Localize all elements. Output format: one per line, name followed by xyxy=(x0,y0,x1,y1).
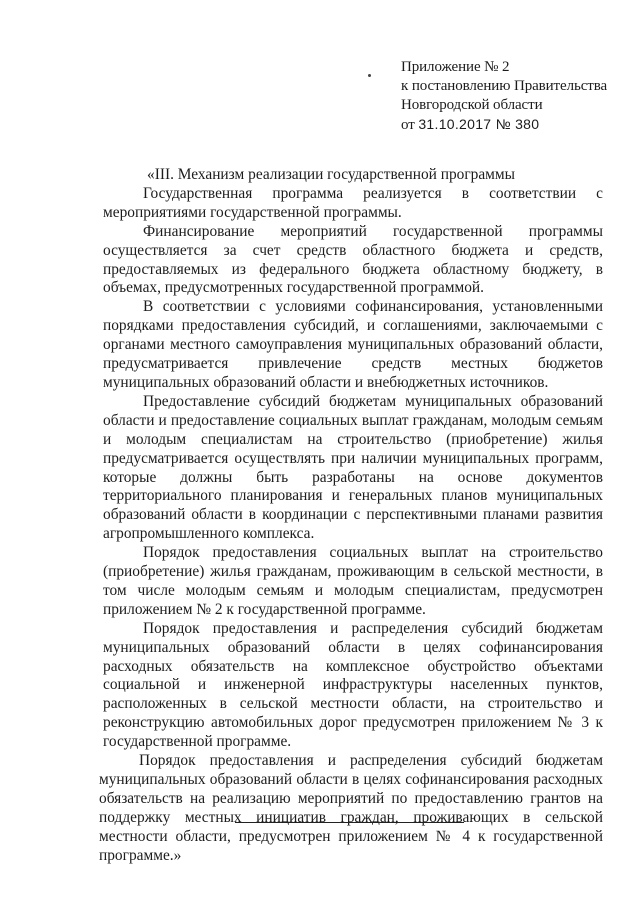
appendix-date-line xyxy=(401,115,631,135)
closing-divider xyxy=(235,822,464,823)
paragraph-6: Порядок предоставления и распределения субсидий бюджетам муниципальных образований области в целях софинансирования расходных обязательств на комплексное обустройство объектами социальной и инженерной инфраструктуры населенных пунктов, расположенных в сельской местности области, на строительство и реконструкцию автомобильных дорог предусмотрен приложением № 3 к государственной программе. xyxy=(103,619,603,751)
appendix-reference: к постановлению Правительства xyxy=(401,78,608,94)
appendix-date-prefix: от xyxy=(401,117,415,133)
paragraph-5: Порядок предоставления социальных выплат на строительство (приобретение) жилья гражданам, проживающим в сельской местности, в том числе молодым семьям и молодым специалистам, предусмотрен приложением № 2 к государственной программе. xyxy=(103,544,603,618)
document-body xyxy=(99,166,603,866)
paragraph-7: Порядок предоставления и распределения субсидий бюджетам муниципальных образований области в целях софинансирования расходных обязательств на реализацию мероприятий по предоставлению грантов на поддержку местных инициатив граждан, проживающих в сельской местности области, предусмотрен приложением № 4 к государственной программе.» xyxy=(99,752,603,864)
appendix-region: Новгородской области xyxy=(401,97,543,113)
paragraph-1: Государственная программа реализуется в соответствии с мероприятиями государственной программы. xyxy=(103,184,603,221)
paragraph-3: В соответствии с условиями софинансирования, установленными порядками предоставления субсидий, и соглашениями, заключаемыми с органами местного самоуправления муниципальных образований области, предусматривается привлечение средств местных бюджетов муниципальных образований области и внебюджетных источников. xyxy=(103,298,603,391)
appendix-header xyxy=(401,58,631,135)
scan-mark xyxy=(368,74,371,77)
appendix-date-number: 31.10.2017 № 380 xyxy=(418,116,540,132)
paragraph-2: Финансирование мероприятий государственной программы осуществляется за счет средств областного бюджета и средств, предоставляемых из федерального бюджета областному бюджету, в объемах, предусмотренных государственной программой. xyxy=(103,222,603,297)
paragraph-4: Предоставление субсидий бюджетам муниципальных образований области и предоставление социальных выплат гражданам, молодым семьям и молодым специалистам на строительство (приобретение) жилья предусматривается осуществлять при наличии муниципальных программ, которые должны быть разработаны на основе документов территориального планирования и генеральных планов муниципальных образований области в координации с перспективными планами развития агропромышленного комплекса. xyxy=(103,392,603,543)
section-title: «III. Механизм реализации государственной программы xyxy=(147,166,516,183)
appendix-number: Приложение № 2 xyxy=(401,59,510,75)
